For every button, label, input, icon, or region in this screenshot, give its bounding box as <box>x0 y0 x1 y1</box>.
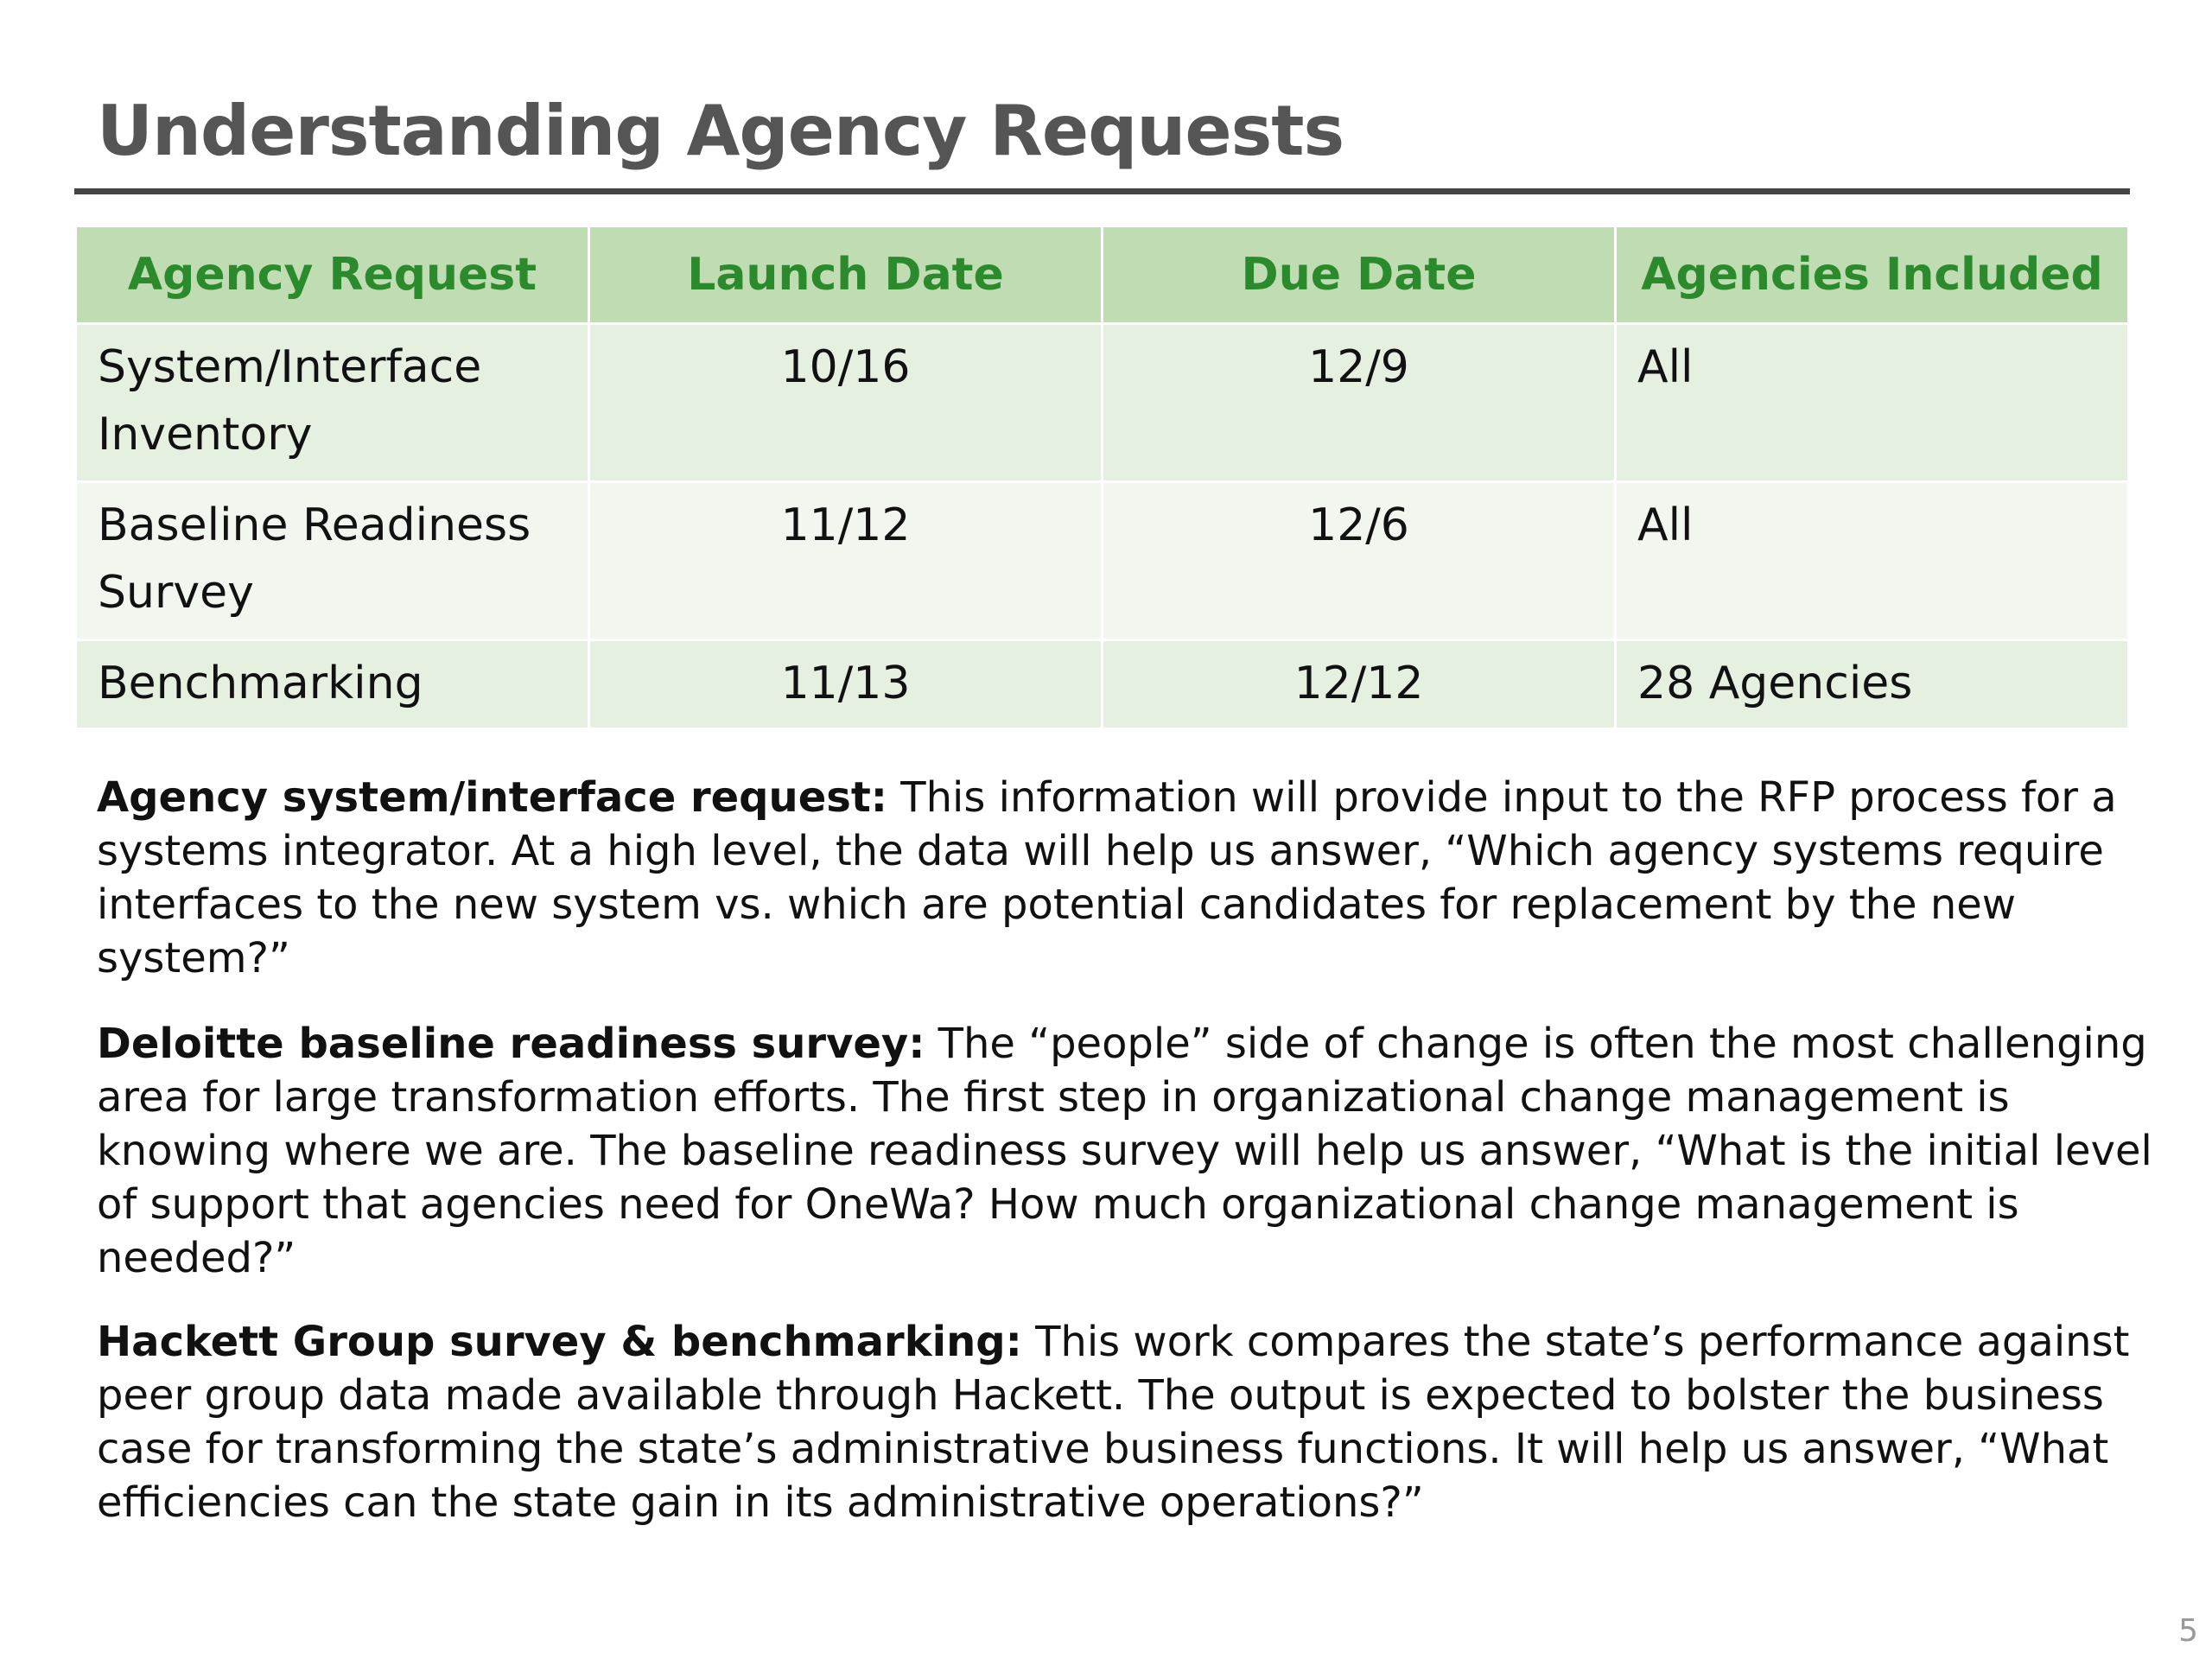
slide-title: Understanding Agency Requests <box>97 91 1344 171</box>
paragraph-text: This work compares the state’s performance against peer group data made available through Hackett. The output is expected to bolster the business case for transforming the state’s administrative business functions. It will help us answer, “What efficiencies can the state gain in its administrative operations?” <box>97 1318 2130 1527</box>
title-divider <box>74 188 2130 194</box>
cell-launch-date: 10/16 <box>589 324 1103 482</box>
header-due-date: Due Date <box>1103 226 1616 324</box>
table-header-row <box>76 226 2129 324</box>
cell-launch-date: 11/13 <box>589 640 1103 729</box>
cell-due-date: 12/12 <box>1103 640 1616 729</box>
page-number: 5 <box>2178 1613 2198 1649</box>
paragraph-text: The “people” side of change is often the most challenging area for large transformation efforts. The first step in organizational change management is knowing where we are. The baseline readiness survey will help us answer, “What is the initial level of support that agencies need for OneWa? How much organizational change management is needed?” <box>97 1020 2152 1282</box>
cell-agencies-included: All <box>1616 324 2129 482</box>
table-row <box>76 324 2129 482</box>
paragraph-lead: Deloitte baseline readiness survey: <box>97 1020 925 1068</box>
cell-agencies-included: 28 Agencies <box>1616 640 2129 729</box>
paragraph-text: This information will provide input to the RFP process for a systems integrator. At a high level, the data will help us answer, “Which agency systems require interfaces to the new system vs. which are potential candidates for replacement by the new system?” <box>97 773 2117 982</box>
paragraph-hackett-benchmarking <box>97 1315 2153 1529</box>
paragraph-lead: Hackett Group survey & benchmarking: <box>97 1318 1022 1366</box>
header-agency-request: Agency Request <box>76 226 589 324</box>
table-row <box>76 482 2129 640</box>
header-agencies-included: Agencies Included <box>1616 226 2129 324</box>
cell-due-date: 12/6 <box>1103 482 1616 640</box>
cell-agency-request: Baseline Readiness Survey <box>76 482 589 640</box>
agency-requests-table <box>74 225 2130 730</box>
cell-agency-request: System/Interface Inventory <box>76 324 589 482</box>
table-row <box>76 640 2129 729</box>
cell-launch-date: 11/12 <box>589 482 1103 640</box>
cell-agency-request: Benchmarking <box>76 640 589 729</box>
cell-agencies-included: All <box>1616 482 2129 640</box>
paragraph-baseline-readiness-survey <box>97 1017 2153 1285</box>
header-launch-date: Launch Date <box>589 226 1103 324</box>
cell-due-date: 12/9 <box>1103 324 1616 482</box>
paragraph-system-interface-request <box>97 771 2153 985</box>
paragraph-lead: Agency system/interface request: <box>97 773 887 822</box>
